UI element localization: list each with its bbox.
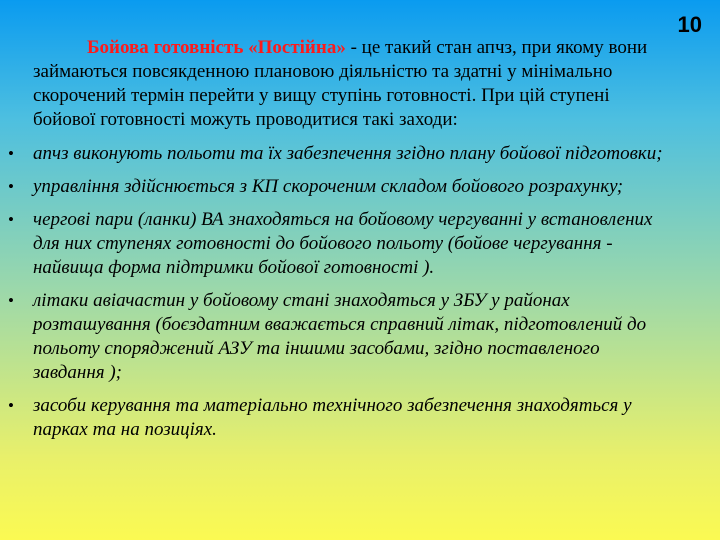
bullet-text: літаки авіачастин у бойовому стані знаходяться у ЗБУ у районах розташування (боєздатним вважається справний літак, підготовлений до польоту споряджений АЗУ та іншими засобами, згідно поставленого завдання ); — [33, 290, 647, 383]
bullet-list — [8, 142, 668, 442]
slide-content — [8, 36, 668, 451]
bullet-item — [8, 142, 668, 166]
bullet-dot-icon: • — [8, 291, 14, 310]
bullet-item — [8, 394, 668, 442]
bullet-text: апчз виконують польоти та їх забезпечення згідно плану бойової підготовки; — [33, 143, 663, 164]
bullet-text: управління здійснюється з КП скороченим складом бойового розрахунку; — [33, 176, 624, 197]
bullet-item — [8, 289, 668, 385]
bullet-dot-icon: • — [8, 210, 14, 229]
intro-term: Бойова готовність «Постійна» — [87, 37, 346, 58]
bullet-dot-icon: • — [8, 396, 14, 415]
slide-number: 10 — [677, 12, 702, 37]
bullet-dot-icon: • — [8, 177, 14, 196]
bullet-dot-icon: • — [8, 144, 14, 163]
bullet-text: засоби керування та матеріально технічного забезпечення знаходяться у парках та на позиціях. — [33, 395, 632, 440]
bullet-item — [8, 208, 668, 280]
intro-paragraph — [33, 36, 668, 132]
intro-text: - це такий стан апчз, при якому вони займаються повсякденною плановою діяльністю та здатні у мінімально скорочений термін перейти у вищу ступінь готовності. При цій ступені бойової готовності можуть проводитися такі заходи: — [33, 37, 648, 130]
bullet-item — [8, 175, 668, 199]
bullet-text: чергові пари (ланки) ВА знаходяться на бойовому чергуванні у встановлених для них ступенях готовності до бойового польоту (бойове чергування - найвища форма підтримки бойової готовності ). — [33, 209, 653, 278]
